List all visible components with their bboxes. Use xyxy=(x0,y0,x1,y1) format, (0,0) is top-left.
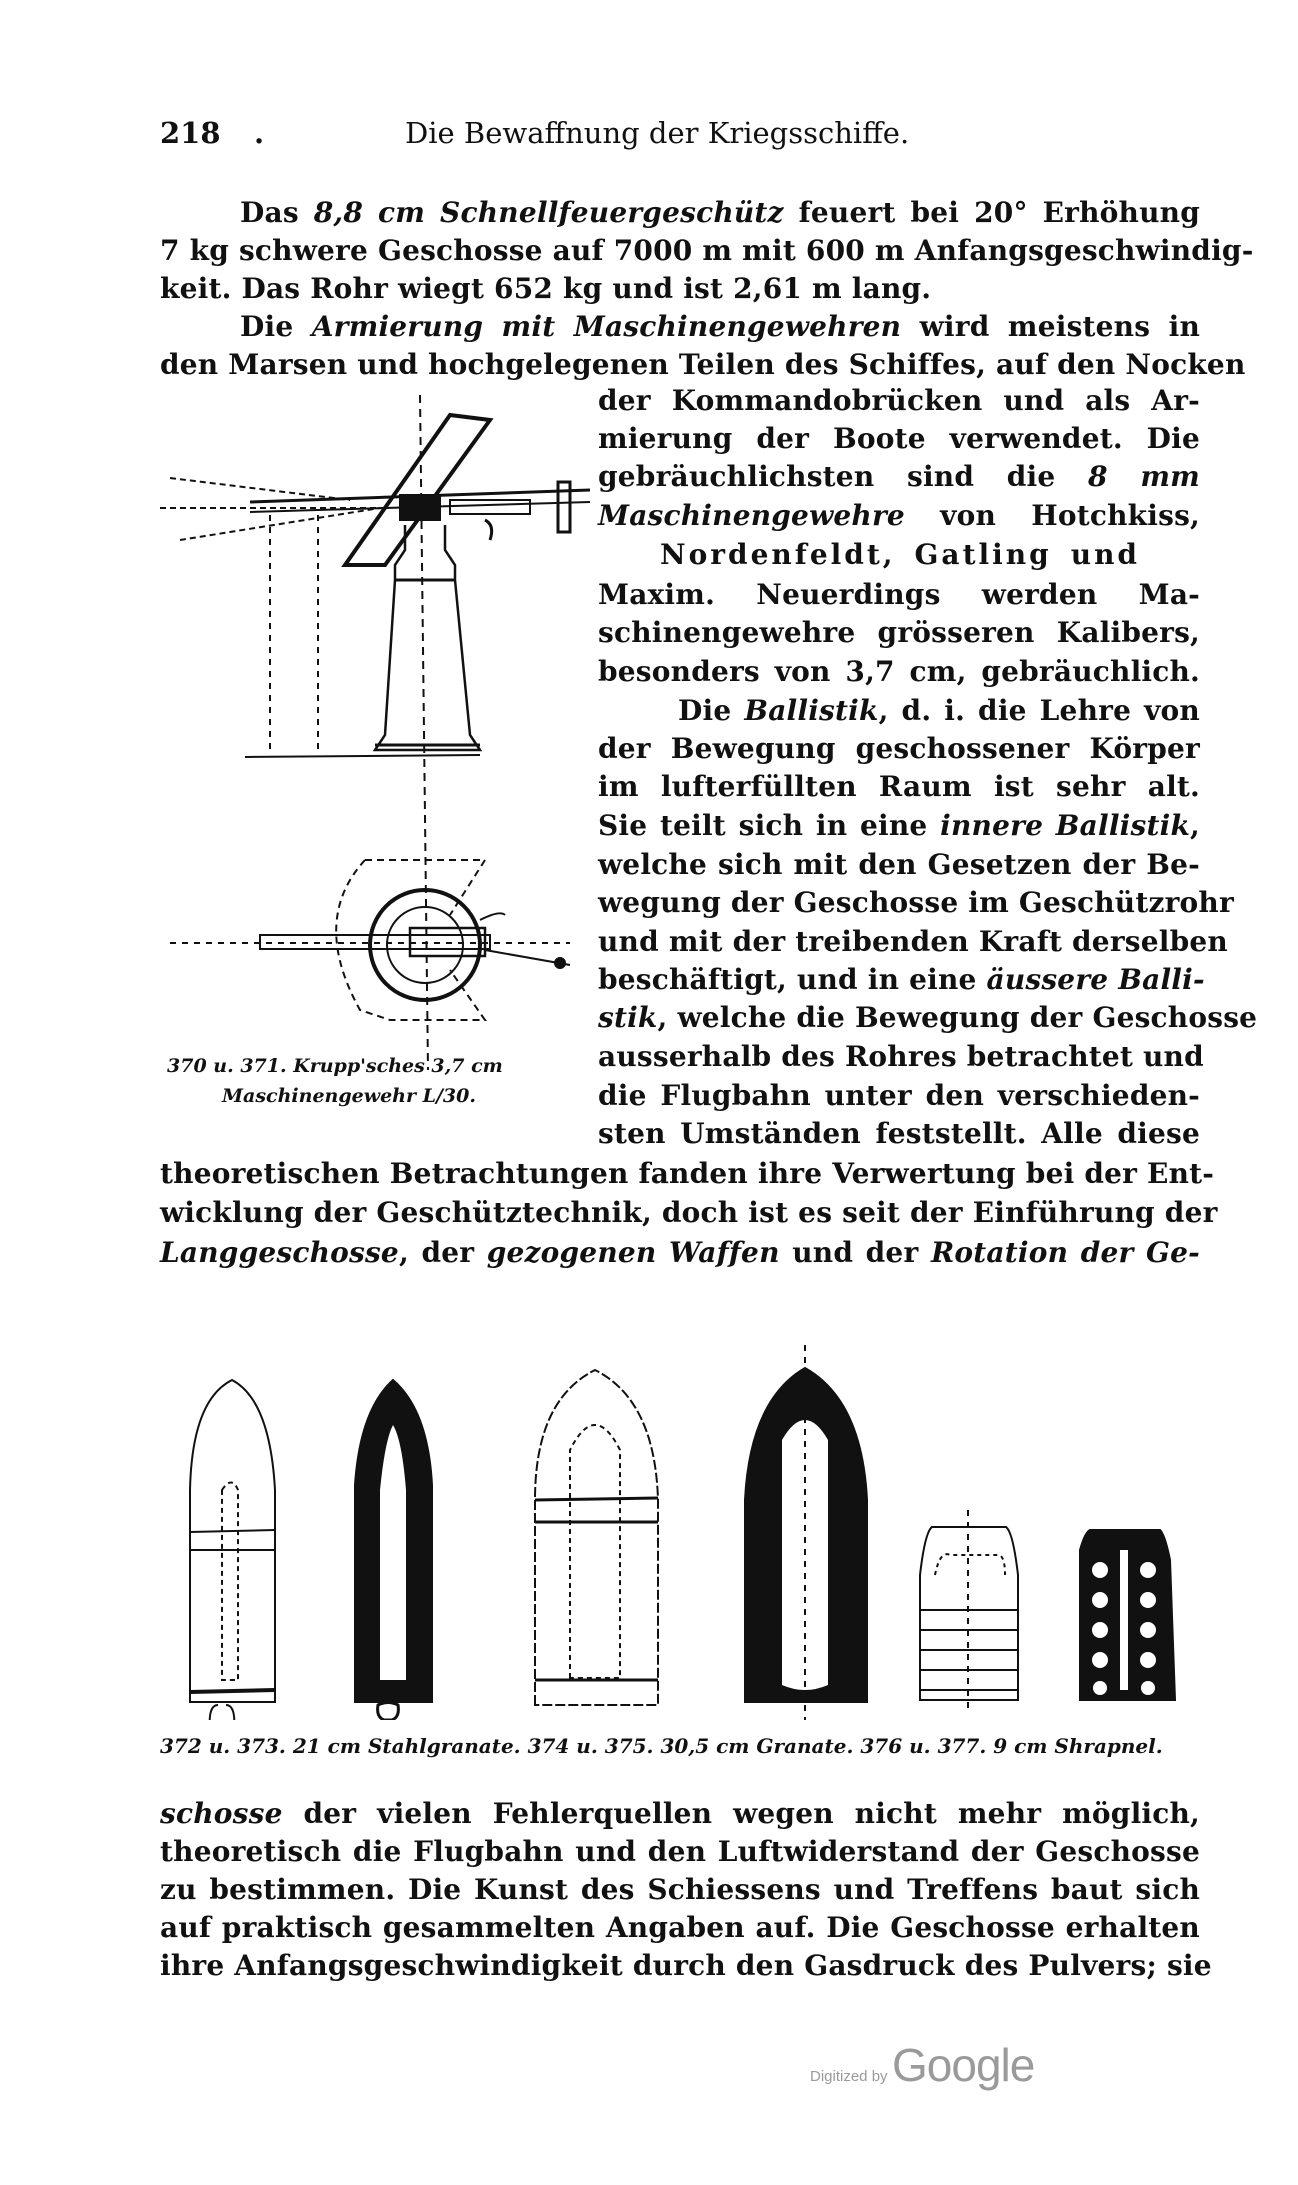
text: von Hotchkiss, xyxy=(904,499,1200,532)
shell-374 xyxy=(535,1370,658,1705)
header-dot: . xyxy=(254,116,265,150)
right-line-11: im lufterfüllten Raum ist sehr alt. xyxy=(598,770,1200,803)
right-line-20: sten Umständen feststellt. Alle diese xyxy=(598,1117,1200,1150)
emphasis: Maschinengewehre xyxy=(598,499,905,532)
page-number: 218 xyxy=(160,116,221,150)
right-line-1: der Kommandobrücken und als Ar- xyxy=(598,384,1200,417)
right-line-8: besonders von 3,7 cm, gebräuchlich. xyxy=(598,655,1200,688)
shell-375 xyxy=(745,1345,867,1720)
emphasis: äussere Balli- xyxy=(986,963,1205,996)
emphasis: Langgeschosse xyxy=(160,1236,399,1269)
gun-shield xyxy=(345,415,490,565)
right-line-17 xyxy=(598,1001,1258,1035)
emphasis: Rotation der Ge- xyxy=(930,1236,1200,1269)
text: Die xyxy=(678,694,745,727)
right-line-13: welche sich mit den Gesetzen der Be- xyxy=(598,848,1200,881)
text: feuert bei 20° Erhöhung xyxy=(783,196,1200,229)
text: , d. i. die Lehre von xyxy=(878,694,1200,727)
shell-373 xyxy=(355,1380,432,1720)
right-line-15: und mit der treibenden Kraft derselben xyxy=(598,925,1228,958)
text: beschäftigt, und in eine xyxy=(598,963,987,996)
right-line-10: der Bewegung geschossener Körper xyxy=(598,732,1200,765)
emphasis: innere Ballistik xyxy=(940,809,1191,842)
right-line-2: mierung der Boote verwendet. Die xyxy=(598,422,1200,455)
bottom-line-2: theoretisch die Flugbahn und den Luftwiderstand der Geschosse xyxy=(160,1835,1200,1868)
bottom-line-3: zu bestimmen. Die Kunst des Schiessens und Treffens baut sich xyxy=(160,1873,1200,1906)
shell-372 xyxy=(190,1380,275,1720)
text: wird meistens in xyxy=(901,310,1201,343)
digitized-by-google-watermark xyxy=(810,2038,1034,2092)
shell-377 xyxy=(1080,1530,1175,1700)
right-line-14: wegung der Geschosse im Geschützrohr xyxy=(598,886,1234,919)
machine-gun-caption-line-2: Maschinengewehr L/30. xyxy=(222,1085,476,1107)
text: , der xyxy=(398,1236,487,1269)
emphasis: Armierung mit Maschinengewehren xyxy=(311,310,902,343)
paragraph-2-line-1 xyxy=(160,310,1200,344)
emphasis: stik xyxy=(598,1001,658,1034)
right-line-6: Maxim. Neuerdings werden Ma- xyxy=(598,578,1200,611)
watermark-prefix: Digitized by xyxy=(810,2068,888,2085)
right-line-7: schinengewehre grösseren Kalibers, xyxy=(598,616,1200,649)
text: der vielen Fehlerquellen wegen nicht mehr möglich, xyxy=(282,1797,1200,1830)
right-line-5: Nordenfeldt, Gatling und xyxy=(660,538,1140,571)
running-title: Die Bewaffnung der Kriegsschiffe. xyxy=(405,116,910,150)
text: Sie teilt sich in eine xyxy=(598,809,941,842)
emphasis: schosse xyxy=(160,1797,283,1830)
full-line-1: theoretischen Betrachtungen fanden ihre Verwertung bei der Ent- xyxy=(160,1157,1215,1190)
text: Das xyxy=(240,196,314,229)
right-line-18: ausserhalb des Rohres betrachtet und xyxy=(598,1040,1204,1073)
full-line-2: wicklung der Geschütztechnik, doch ist es seit der Einführung der xyxy=(160,1196,1218,1229)
machine-gun-figure xyxy=(150,390,600,1080)
text: , welche die Bewegung der Geschosse xyxy=(657,1001,1258,1034)
text: gebräuchlichsten sind die xyxy=(598,460,1089,493)
shells-caption: 372 u. 373. 21 cm Stahlgranate. 374 u. 375. 30,5 cm Granate. 376 u. 377. 9 cm Shrapnel. xyxy=(160,1734,1163,1758)
emphasis: gezogenen Waffen xyxy=(486,1236,780,1269)
right-line-16 xyxy=(598,963,1205,997)
right-line-3 xyxy=(598,460,1200,494)
paragraph-1-line-3: keit. Das Rohr wiegt 652 kg und ist 2,61 m lang. xyxy=(160,272,932,305)
shell-376 xyxy=(920,1510,1018,1710)
text: Die xyxy=(240,310,312,343)
emphasis: 8 mm xyxy=(1088,460,1200,493)
full-line-3 xyxy=(160,1236,1200,1270)
right-line-19: die Flugbahn unter den verschieden- xyxy=(598,1079,1200,1112)
bottom-line-5: ihre Anfangsgeschwindigkeit durch den Gasdruck des Pulvers; sie xyxy=(160,1949,1212,1982)
shells-figure xyxy=(150,1300,1230,1720)
machine-gun-caption-line-1: 370 u. 371. Krupp'sches 3,7 cm xyxy=(167,1055,503,1077)
bottom-line-1 xyxy=(160,1797,1200,1831)
text: , xyxy=(1190,809,1200,842)
text: und der xyxy=(779,1236,931,1269)
right-line-9 xyxy=(598,694,1200,728)
bottom-line-4: auf praktisch gesammelten Angaben auf. Die Geschosse erhalten xyxy=(160,1911,1200,1944)
emphasis: Ballistik xyxy=(744,694,879,727)
google-logo: Google xyxy=(892,2039,1035,2091)
right-line-4 xyxy=(598,499,1200,533)
paragraph-1-line-2: 7 kg schwere Geschosse auf 7000 m mit 600 m Anfangsgeschwindig- xyxy=(160,234,1254,267)
right-line-12 xyxy=(598,809,1200,843)
emphasis: 8,8 cm Schnellfeuergeschütz xyxy=(313,196,784,229)
paragraph-1-line-1 xyxy=(160,196,1200,230)
paragraph-2-line-2: den Marsen und hochgelegenen Teilen des Schiffes, auf den Nocken xyxy=(160,348,1246,381)
